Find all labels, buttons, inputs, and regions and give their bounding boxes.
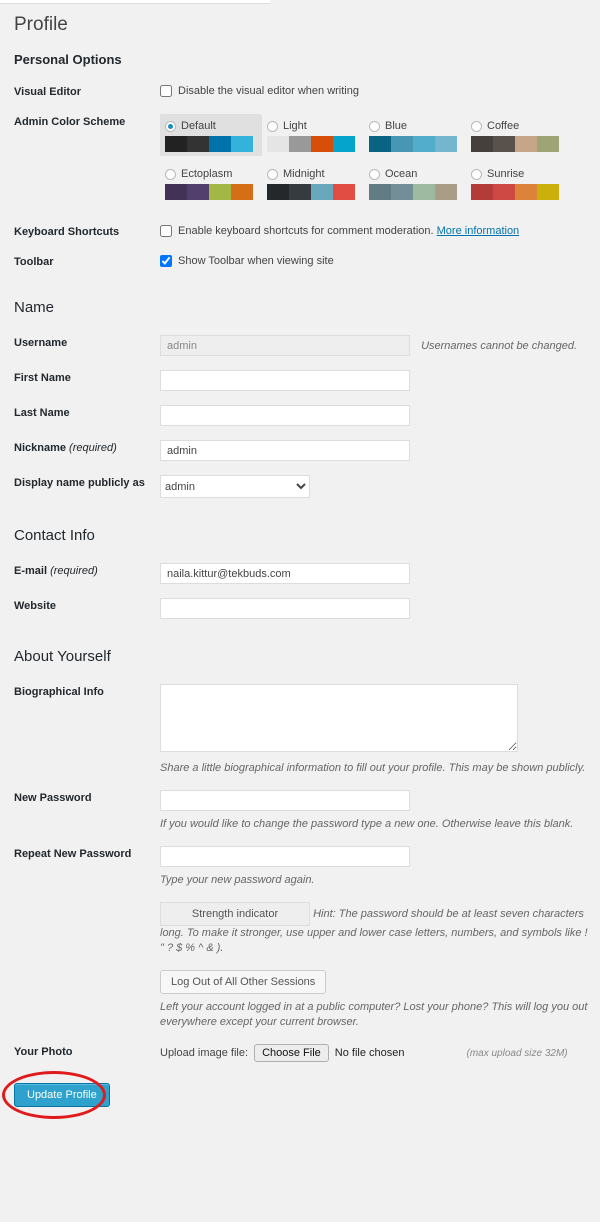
row-nickname: [0, 433, 600, 468]
label-email: [0, 556, 160, 591]
swatch-default: [165, 136, 253, 152]
section-personal-options: Personal Options: [14, 52, 122, 67]
choose-file-button[interactable]: Choose File: [254, 1044, 329, 1062]
row-website: [0, 591, 600, 626]
logout-other-sessions-button[interactable]: Log Out of All Other Sessions: [160, 970, 326, 994]
color-scheme-label: Default: [181, 120, 216, 132]
admin-color-scheme-grid: [160, 114, 570, 210]
last-name-input[interactable]: [160, 405, 410, 426]
biographical-info-description: Share a little biographical information to fill out your profile. This may be shown publicly.: [160, 762, 586, 774]
password-hint: Hint: The password should be at least seven characters long. To make it stronger, use upper and lower case letters, numbers, and symbols like ! " ? $ % ^ & ).: [160, 908, 588, 954]
about-yourself-table: [0, 677, 600, 1069]
swatch-ocean: [369, 184, 457, 200]
row-email: [0, 556, 600, 591]
radio-midnight-icon[interactable]: [267, 169, 278, 180]
row-username: [0, 328, 600, 363]
swatch-ectoplasm: [165, 184, 253, 200]
section-name: Name: [14, 299, 55, 316]
sessions-description: Left your account logged in at a public computer? Lost your phone? This will log you out everywhere except your current browser.: [160, 1001, 588, 1028]
color-scheme-default[interactable]: [160, 114, 262, 156]
swatch-light: [267, 136, 355, 152]
label-repeat-new-password: Repeat New Password: [14, 848, 132, 860]
radio-sunrise-icon[interactable]: [471, 169, 482, 180]
name-table: [0, 328, 600, 505]
more-information-link[interactable]: More information: [436, 225, 520, 237]
row-new-password: [0, 783, 600, 839]
label-visual-editor: Visual Editor: [14, 86, 82, 98]
toolbar-checkbox-row[interactable]: [160, 254, 590, 268]
keyboard-shortcuts-checkbox-row[interactable]: [160, 224, 590, 238]
keyboard-shortcuts-checkbox-label: Enable keyboard shortcuts for comment moderation.: [178, 225, 434, 237]
color-scheme-label: Light: [283, 120, 307, 132]
row-biographical-info: [0, 677, 600, 783]
swatch-blue: [369, 136, 457, 152]
row-your-photo: [0, 1037, 600, 1069]
file-status-text: No file chosen: [334, 1047, 405, 1059]
color-scheme-sunrise[interactable]: [466, 162, 568, 204]
label-last-name: Last Name: [14, 407, 70, 419]
visual-editor-checkbox-row[interactable]: [160, 84, 590, 98]
color-scheme-label: Ectoplasm: [181, 168, 233, 180]
color-scheme-label: Ocean: [385, 168, 418, 180]
swatch-sunrise: [471, 184, 559, 200]
row-keyboard-shortcuts: [0, 217, 600, 247]
radio-light-icon[interactable]: [267, 121, 278, 132]
label-biographical-info: Biographical Info: [14, 686, 104, 698]
keyboard-shortcuts-checkbox[interactable]: [160, 225, 172, 237]
first-name-input[interactable]: [160, 370, 410, 391]
label-keyboard-shortcuts: Keyboard Shortcuts: [14, 226, 120, 238]
repeat-new-password-description: Type your new password again.: [160, 874, 315, 886]
color-scheme-label: Blue: [385, 120, 408, 132]
update-profile-button[interactable]: Update Profile: [14, 1083, 110, 1107]
max-upload-size-note: (max upload size 32M): [466, 1047, 568, 1059]
color-scheme-light[interactable]: [262, 114, 364, 156]
personal-options-table: [0, 77, 600, 277]
section-about-yourself: About Yourself: [14, 648, 111, 665]
biographical-info-textarea[interactable]: [160, 684, 518, 752]
repeat-new-password-input[interactable]: [160, 846, 410, 867]
swatch-coffee: [471, 136, 559, 152]
swatch-midnight: [267, 184, 355, 200]
radio-blue-icon[interactable]: [369, 121, 380, 132]
row-last-name: [0, 398, 600, 433]
color-scheme-ectoplasm[interactable]: [160, 162, 262, 204]
display-name-select[interactable]: [160, 475, 310, 498]
nickname-input[interactable]: [160, 440, 410, 461]
upload-image-label: Upload image file:: [160, 1047, 249, 1059]
label-username: Username: [14, 337, 68, 349]
visual-editor-checkbox[interactable]: [160, 85, 172, 97]
color-scheme-label: Sunrise: [487, 168, 525, 180]
toolbar-checkbox[interactable]: [160, 255, 172, 267]
label-display-name: Display name publicly as: [14, 477, 145, 489]
row-strength-indicator: [0, 895, 600, 963]
submit-area: [14, 1083, 600, 1123]
radio-ocean-icon[interactable]: [369, 169, 380, 180]
toolbar-checkbox-label: Show Toolbar when viewing site: [178, 255, 334, 267]
radio-ectoplasm-icon[interactable]: [165, 169, 176, 180]
nickname-required: (required): [69, 442, 117, 454]
row-admin-color-scheme: [0, 107, 600, 217]
color-scheme-label: Midnight: [283, 168, 325, 180]
radio-default-icon[interactable]: [165, 121, 176, 132]
strength-indicator: Strength indicator: [160, 902, 310, 926]
row-sessions: [0, 963, 600, 1037]
label-website: Website: [14, 600, 56, 612]
username-note: Usernames cannot be changed.: [421, 339, 577, 352]
label-new-password: New Password: [14, 792, 92, 804]
color-scheme-coffee[interactable]: [466, 114, 568, 156]
row-display-name: [0, 468, 600, 505]
email-label-text: E-mail: [14, 565, 48, 577]
label-toolbar: Toolbar: [14, 256, 54, 268]
row-first-name: [0, 363, 600, 398]
label-first-name: First Name: [14, 372, 71, 384]
color-scheme-midnight[interactable]: [262, 162, 364, 204]
page-title: Profile: [14, 14, 68, 35]
radio-coffee-icon[interactable]: [471, 121, 482, 132]
label-nickname: [0, 433, 160, 468]
new-password-description: If you would like to change the password type a new one. Otherwise leave this blank.: [160, 818, 574, 830]
visual-editor-checkbox-label: Disable the visual editor when writing: [178, 85, 359, 97]
color-scheme-label: Coffee: [487, 120, 520, 132]
contact-info-table: [0, 556, 600, 626]
section-contact-info: Contact Info: [14, 527, 95, 544]
username-input: [160, 335, 410, 356]
email-required: (required): [50, 565, 98, 577]
nickname-label-text: Nickname: [14, 442, 66, 454]
website-input[interactable]: [160, 598, 410, 619]
row-visual-editor: [0, 77, 600, 107]
label-your-photo: Your Photo: [14, 1046, 73, 1058]
email-input[interactable]: [160, 563, 410, 584]
photo-upload-row: [160, 1044, 590, 1062]
row-repeat-new-password: [0, 839, 600, 895]
new-password-input[interactable]: [160, 790, 410, 811]
profile-content: [0, 4, 600, 1123]
row-toolbar: [0, 247, 600, 277]
label-admin-color-scheme: Admin Color Scheme: [14, 116, 126, 128]
color-scheme-ocean[interactable]: [364, 162, 466, 204]
color-scheme-blue[interactable]: [364, 114, 466, 156]
